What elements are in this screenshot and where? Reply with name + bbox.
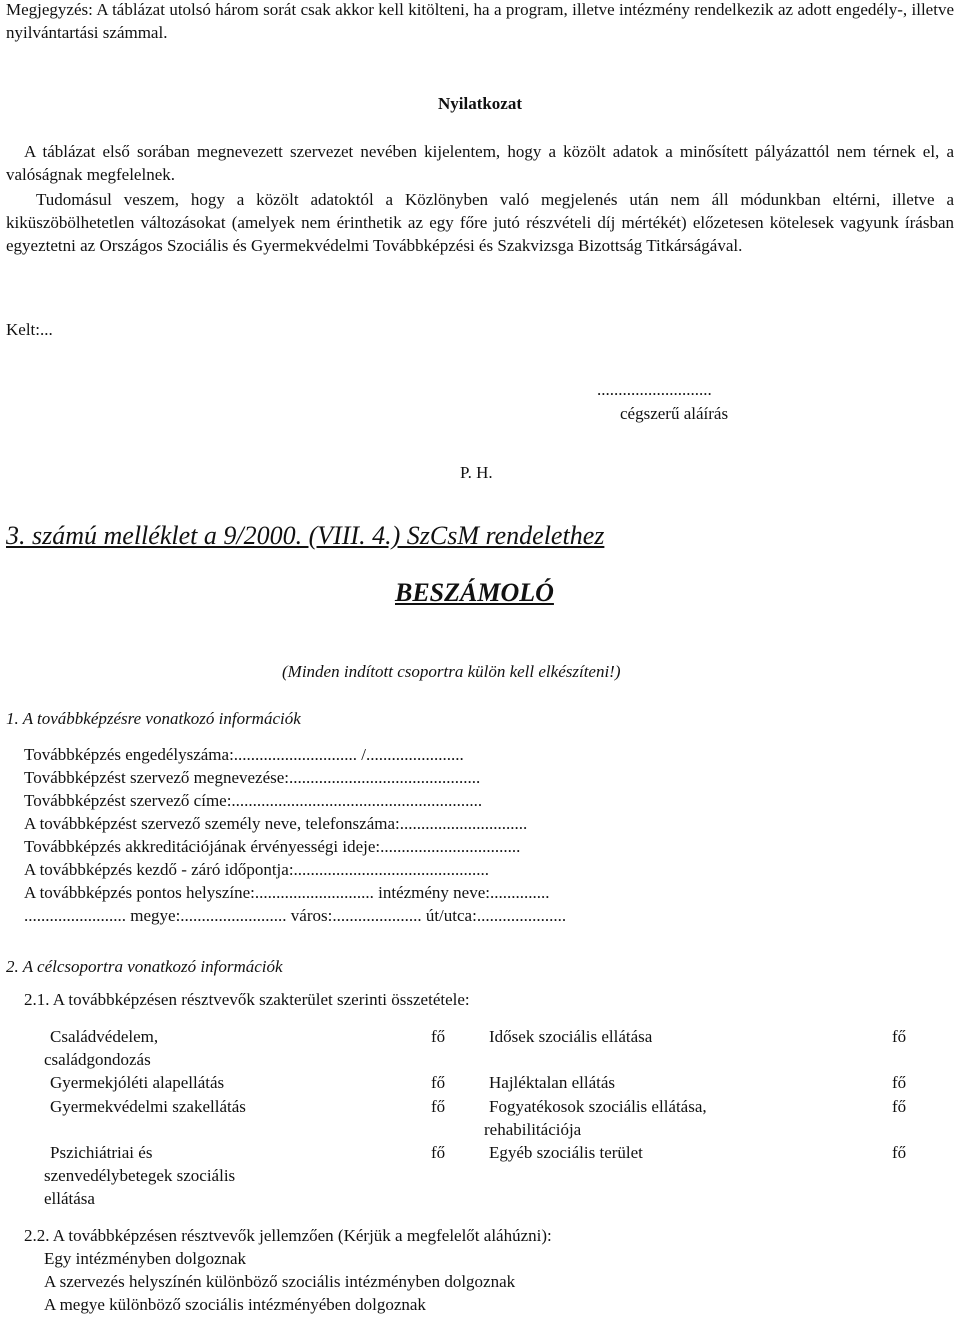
section2-sub2: 2.2. A továbbképzésen résztvevők jellemzően (Kérjük a megfelelőt aláhúzni): — [24, 1226, 552, 1245]
section2-title: 2. A célcsoportra vonatkozó információk — [6, 957, 283, 976]
signature-label: cégszerű aláírás — [620, 404, 729, 423]
table-cell-left: Gyermekjóléti alapellátás — [50, 1073, 225, 1092]
declaration-paragraph-2: Tudomásul veszem, hogy a közölt adatoktól a Közlönyben való megjelenés után nem áll módunkban eltérni, illetve a kiküszöbölhetetlen változásokat (amelyek nem érinthetik az egy főre jutó részvételi díj mértékét) előzetesen kötelesek vagyunk írásban egyeztetni az Országos Szociális és Gyermekvédelmi Továbbképzési és Szakvizsga Bizottság Titkárságával. — [6, 190, 954, 255]
unit-label: fő — [431, 1073, 446, 1092]
list-item[interactable]: A szervezés helyszínén különböző szociális intézményben dolgoznak — [44, 1272, 516, 1291]
section1-fields — [24, 743, 566, 927]
field-line: Továbbképzés engedélyszáma:............................. /....................... — [24, 745, 464, 764]
stamp-label: P. H. — [460, 463, 493, 482]
field-line: A továbbképzést szervező személy neve, telefonszáma:.............................. — [24, 814, 528, 833]
list-item[interactable]: A megye különböző szociális intézményében dolgoznak — [44, 1295, 426, 1314]
option-list — [44, 1247, 515, 1316]
field-line: ........................ megye:......................... város:..................... út/utca:..................... — [24, 906, 567, 925]
unit-label: fő — [892, 1097, 907, 1116]
unit-label: fő — [431, 1143, 446, 1162]
table-cell-left: Pszichiátriai és szenvedélybetegek szociális ellátása — [44, 1143, 236, 1208]
table-cell-left: Gyermekvédelmi szakellátás — [50, 1097, 246, 1116]
section1-title: 1. A továbbképzésre vonatkozó információk — [6, 709, 301, 728]
section2-sub1: 2.1. A továbbképzésen résztvevők szakterület szerinti összetétele: — [24, 990, 470, 1009]
field-line: A továbbképzés kezdő - záró időpontja:.............................................. — [24, 860, 490, 879]
unit-label: fő — [892, 1027, 907, 1046]
field-line: A továbbképzés pontos helyszíne:............................ intézmény neve:.............. — [24, 883, 550, 902]
declaration-paragraph-1: A táblázat első sorában megnevezett szervezet nevében kijelentem, hogy a közölt adatok a minősített pályázattól nem térnek el, a valóságnak megfelelnek. — [6, 142, 954, 184]
list-item[interactable]: Egy intézményben dolgoznak — [44, 1249, 247, 1268]
report-title: BESZÁMOLÓ — [395, 578, 554, 607]
table-cell-right: Fogyatékosok szociális ellátása, rehabilitációja — [484, 1097, 707, 1139]
unit-label: fő — [892, 1143, 907, 1162]
field-line: Továbbképzés akkreditációjának érvényességi ideje:................................. — [24, 837, 521, 856]
table-cell-right: Idősek szociális ellátása — [489, 1027, 653, 1046]
table-cell-right: Egyéb szociális terület — [489, 1143, 643, 1162]
signature-dots: ........................... — [597, 380, 712, 399]
report-subtitle: (Minden indított csoportra külön kell elkészíteni!) — [282, 662, 621, 681]
unit-label: fő — [892, 1073, 907, 1092]
table-cell-right: Hajléktalan ellátás — [489, 1073, 616, 1092]
field-line: Továbbképzést szervező címe:........................................................... — [24, 791, 483, 810]
unit-label: fő — [431, 1027, 446, 1046]
kelt-field: Kelt:... — [6, 320, 53, 339]
table-cell-left: Családvédelem, családgondozás — [44, 1027, 159, 1069]
declaration-title: Nyilatkozat — [437, 94, 523, 113]
field-line: Továbbképzést szervező megnevezése:............................................. — [24, 768, 481, 787]
annex-title: 3. számú melléklet a 9/2000. (VIII. 4.) SzCsM rendelethez — [6, 521, 605, 550]
unit-label: fő — [431, 1097, 446, 1116]
note-paragraph: Megjegyzés: A táblázat utolsó három sorát csak akkor kell kitölteni, ha a program, illetve intézmény rendelkezik az adott engedély-, illetve nyilvántartási számmal. — [6, 0, 954, 42]
